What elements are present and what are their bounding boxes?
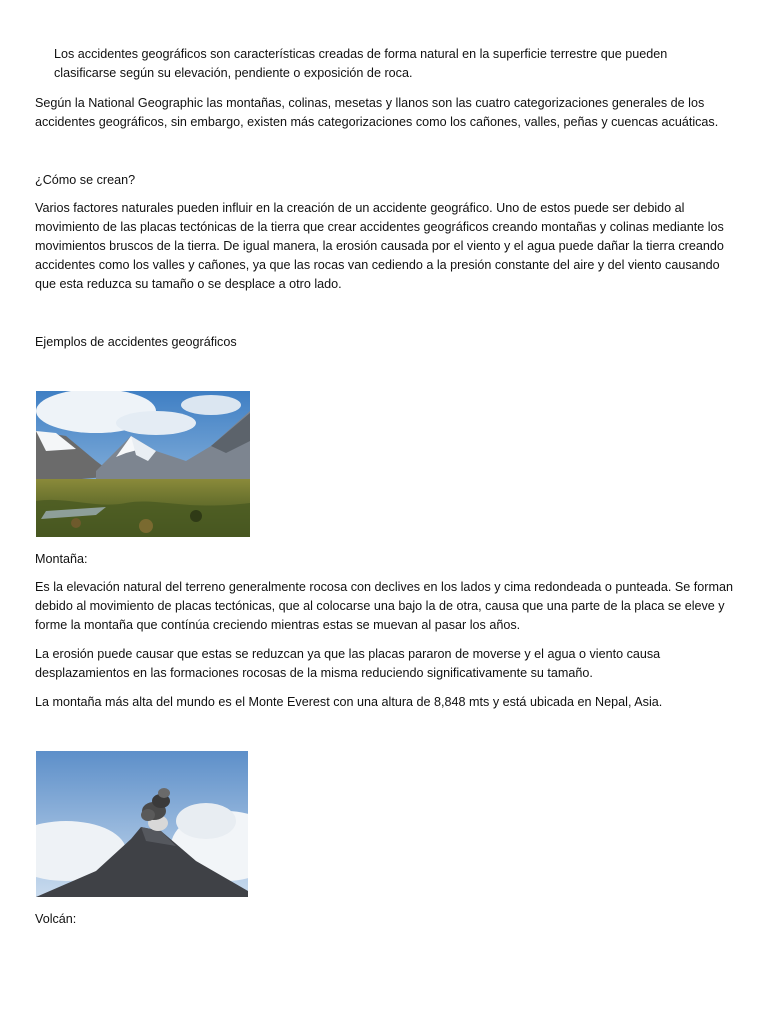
mountain-heading: Montaña: <box>35 552 88 566</box>
mountain-paragraph-1: Es la elevación natural del terreno generalmente rocosa con declives en los lados y cima redondeada o punteada. Se forman debido al movimiento de placas tectónicas, que al colocarse una bajo la de otra, causa que una parte de la placa se eleve y forme la montaña que contínúa creciendo mientras estas se muevan al pasar los años. <box>35 580 733 632</box>
volcano-photo <box>36 751 248 897</box>
natgeo-paragraph: Según la National Geographic las montañas, colinas, mesetas y llanos son las cuatro categorizaciones generales de los accidentes geográficos, sin embargo, existen más categorizaciones como los cañones, valles, peñas y cuencas acuáticas. <box>35 96 719 129</box>
how-heading: ¿Cómo se crean? <box>35 173 136 187</box>
intro-paragraph: Los accidentes geográficos son características creadas de forma natural en la superficie terrestre que pueden clasificarse según su elevación, pendiente o exposición de roca. <box>54 47 668 80</box>
mountain-paragraph-3: La montaña más alta del mundo es el Monte Everest con una altura de 8,848 mts y está ubicada en Nepal, Asia. <box>35 695 663 709</box>
mountain-photo <box>36 391 250 537</box>
mountain-paragraph-2: La erosión puede causar que estas se reduzcan ya que las placas pararon de moverse y el agua o viento causa desplazamientos en las formaciones rocosas de la misma reduciendo significativamente su tamaño. <box>35 647 661 680</box>
volcano-heading: Volcán: <box>35 912 77 926</box>
how-paragraph: Varios factores naturales pueden influir en la creación de un accidente geográfico. Uno de estos puede ser debido al movimiento de las placas tectónicas de la tierra que crear accidentes geográficos creando montañas y colinas mediante los movimientos bruscos de la tierra. De igual manera, la erosión causada por el viento y el agua puede dañar la tierra creando accidentes como los valles y cañones, ya que las rocas van cediendo a la presión constante del aire y del viento causando que esta reduzca su tamaño o se desplace a otro lado. <box>35 201 724 291</box>
examples-heading: Ejemplos de accidentes geográficos <box>35 335 237 349</box>
